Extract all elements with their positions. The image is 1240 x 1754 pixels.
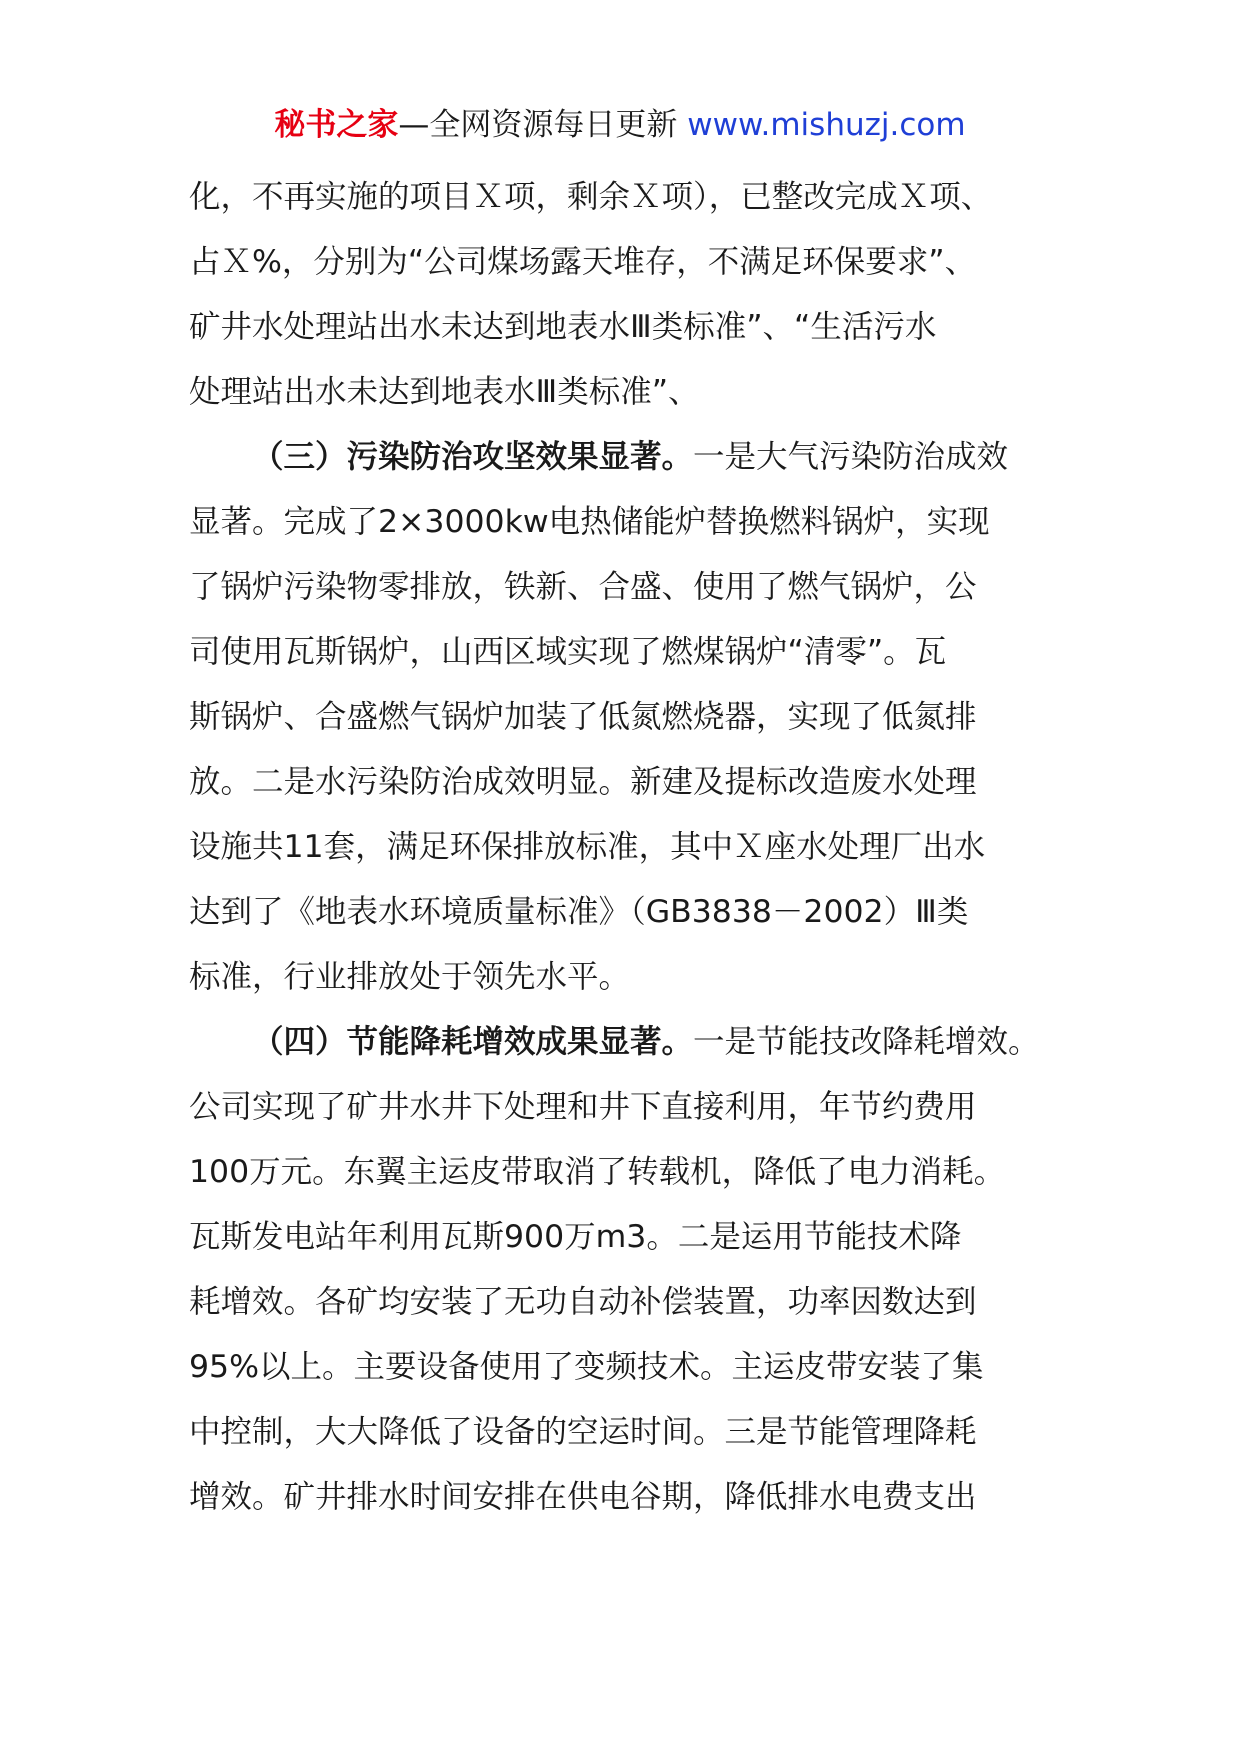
text-line: 达到了《地表水环境质量标准》（GB3838－2002）Ⅲ类 <box>189 894 969 930</box>
text-line: 设施共11套，满足环保排放标准，其中Ｘ座水处理厂出水 <box>189 829 986 865</box>
website-link[interactable]: www.mishuzj.com <box>687 107 966 143</box>
text-line: 显著。完成了2×3000kw电热储能炉替换燃料锅炉，实现 <box>189 504 990 540</box>
text-line: 处理站出水未达到地表水Ⅲ类标准”、 <box>189 374 700 410</box>
text-line: 瓦斯发电站年利用瓦斯900万m3。二是运用节能技术降 <box>189 1219 962 1255</box>
page-header <box>0 100 1240 150</box>
text-line: 占Ｘ%，分别为“公司煤场露天堆存，不满足环保要求”、 <box>189 244 977 280</box>
text-line: 增效。矿井排水时间安排在供电谷期，降低排水电费支出 <box>189 1479 977 1515</box>
text-line: 斯锅炉、合盛燃气锅炉加装了低氮燃烧器，实现了低氮排 <box>189 699 977 735</box>
section-heading: （三）污染防治攻坚效果显著。 <box>252 439 694 475</box>
text-line: 耗增效。各矿均安装了无功自动补偿装置，功率因数达到 <box>189 1284 977 1320</box>
text-run: 一是大气污染防治成效 <box>693 439 1009 475</box>
text-line: 公司实现了矿井水井下处理和井下直接利用，年节约费用 <box>189 1089 977 1125</box>
text-line: 100万元。东翼主运皮带取消了转载机，降低了电力消耗。 <box>189 1154 1006 1190</box>
text-run: 一是节能技改降耗增效。 <box>693 1024 1040 1060</box>
document-body <box>189 165 1089 1530</box>
section-four-first-line <box>189 1010 1089 1075</box>
text-line: 中控制，大大降低了设备的空运时间。三是节能管理降耗 <box>189 1414 977 1450</box>
text-line: 95%以上。主要设备使用了变频技术。主运皮带安装了集 <box>189 1349 984 1385</box>
text-line: 了锅炉污染物零排放，铁新、合盛、使用了燃气锅炉，公 <box>189 569 977 605</box>
text-line: 标准，行业排放处于领先水平。 <box>189 959 631 995</box>
text-line: 化，不再实施的项目Ｘ项，剩余Ｘ项），已整改完成Ｘ项、 <box>189 179 993 215</box>
text-line: 矿井水处理站出水未达到地表水Ⅲ类标准”、“生活污水 <box>189 309 937 345</box>
section-heading: （四）节能降耗增效成果显著。 <box>252 1024 694 1060</box>
text-line: 司使用瓦斯锅炉，山西区域实现了燃煤锅炉“清零”。瓦 <box>189 634 947 670</box>
section-three-first-line <box>189 425 1089 490</box>
header-tagline: —全网资源每日更新 <box>398 107 688 143</box>
brand-name: 秘书之家 <box>274 107 399 143</box>
text-line: 放。二是水污染防治成效明显。新建及提标改造废水处理 <box>189 764 977 800</box>
